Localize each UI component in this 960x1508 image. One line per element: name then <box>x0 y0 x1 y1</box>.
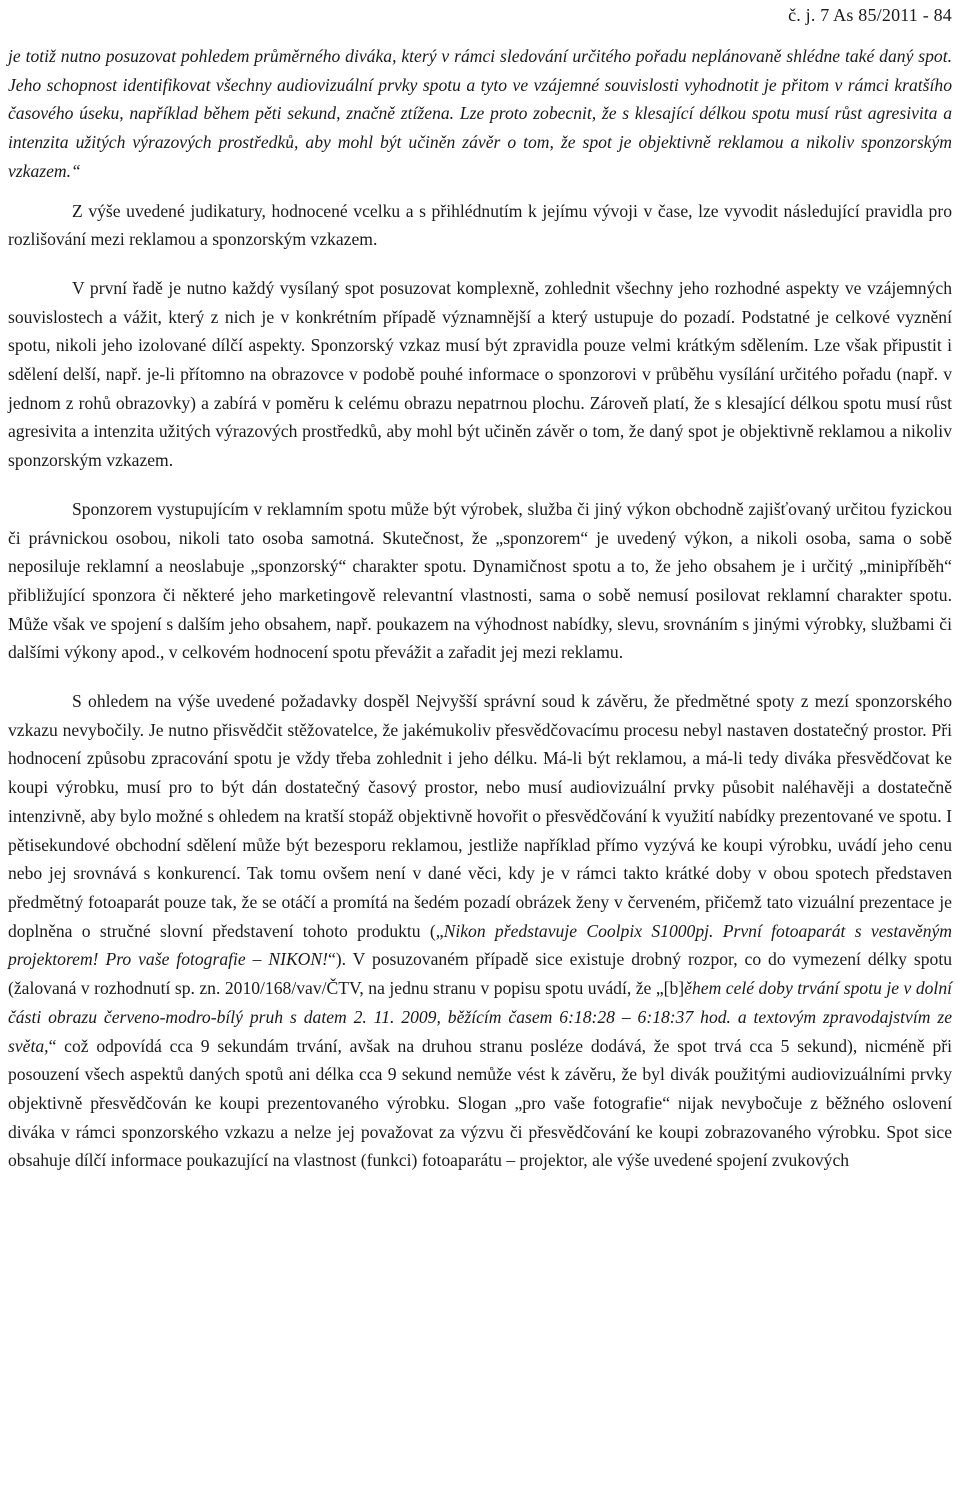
paragraph-complex-assessment: V první řadě je nutno každý vysílaný spot posuzovat komplexně, zohlednit všechny jeho rozhodné aspekty ve vzájemných souvislostech a vážit, který z nich je v konkrétním případě významnější a který ustupuje do pozadí. Podstatné je celkové vyznění spotu, nikoli jeho izolované dílčí aspekty. Sponzorský vzkaz musí být zpravidla pouze velmi krátkým sdělením. Lze však připustit i sdělení delší, např. je-li přítomno na obrazovce v podobě pouhé informace o sponzorovi v průběhu vysílání určitého pořadu (např. v jednom z rohů obrazovky) a zabírá v poměru k celému obrazu nepatrnou plochu. Zároveň platí, že s klesající délkou spotu musí růst agresivita a intenzita užitých výrazových prostředků, aby mohl být učiněn závěr o tom, že daný spot je objektivně reklamou a nikoliv sponzorským vzkazem. <box>8 277 952 471</box>
case-number-header: č. j. 7 As 85/2011 - 84 <box>788 5 952 25</box>
conclusion-text-e: “ což odpovídá cca 9 sekundám trvání, avšak na druhou stranu posléze dodává, že spot trvá cca 5 sekund), nicméně při posouzení všech aspektů daných spotů ani délka cca 9 sekund nemůže vést k závěru, že byl divák použitými audiovizuálními prvky objektivně přesvědčován ke koupi prezentovaného výrobku. Slogan „pro vaše fotografie“ nijak nevybočuje z běžného oslovení diváka v rámci sponzorského vzkazu a nelze jej považovat za výzvu či přesvědčování ke koupi zobrazovaného výrobku. Spot sice obsahuje dílčí informace poukazující na vlastnost (funkci) fotoaparátu – projektor, ale výše uvedené spojení zvukových <box>8 1035 952 1171</box>
spot-slogan-quote: Nikon představuje Coolpix S1000pj. První fotoaparát s vestavěným projektorem! Pro vaše fotografie – NIKON! <box>8 920 953 970</box>
spot-description-quote: ěhem celé doby trvání spotu je v dolní části obrazu červeno-modro-bílý pruh s datem 2. 11. 2009, běžícím časem 6:18:28 – 6:18:37 hod. a textovým zpravodajstvím ze světa, <box>8 978 953 1056</box>
quote-part-2: Lze proto zobecnit, že s klesající délkou spotu musí růst agresivita a intenzita užitých výrazových prostředků, aby mohl být učiněn závěr o tom, že spot je objektivně reklamou a nikoliv sponzorským vzkazem. <box>8 103 952 181</box>
paragraph-court-conclusion <box>8 687 952 1175</box>
conclusion-text-c: “). V posuzovaném případě sice existuje drobný rozpor, co do vymezení délky spotu (žalovaná v rozhodnutí sp. zn. 2010/168/vav/ČTV, na jednu stranu v popisu spotu uvádí, že „[b] <box>8 949 953 999</box>
quote-part-1: je totiž nutno posuzovat pohledem průměrného diváka, který v rámci sledování určitého pořadu neplánovaně shlédne také daný spot. Jeho schopnost identifikovat všechny audiovizuální prvky spotu a tyto ve vzájemné souvislosti vyhodnotit je přitom v rámci kratšího časového úseku, například během pěti sekund, značně ztížena. <box>8 46 952 124</box>
quoted-judgment-text <box>8 42 952 186</box>
paragraph-rules-intro: Z výše uvedené judikatury, hodnocené vcelku a s přihlédnutím k jejímu vývoji v čase, lze vyvodit následující pravidla pro rozlišování mezi reklamou a sponzorským vzkazem. <box>8 200 952 250</box>
quote-closing-mark: “ <box>71 160 81 181</box>
paragraph-sponsor-definition: Sponzorem vystupujícím v reklamním spotu může být výrobek, služba či jiný výkon obchodně zajišťovaný určitou fyzickou či právnickou osobou, nikoli tato osoba samotná. Skutečnost, že „sponzorem“ je uvedený výkon, a nikoli osoba, sama o sobě neposiluje reklamní a neoslabuje „sponzorský“ charakter spotu. Dynamičnost spotu a to, že jeho obsahem je i určitý „minipříběh“ přibližující sponzora či některé jeho marketingově relevantní vlastnosti, sama o sobě nemusí posilovat reklamní charakter spotu. Může však ve spojení s dalším jeho obsahem, např. poukazem na výhodnost nabídky, slevu, srovnáním s jinými výrobky, službami či dalšími výkony apod., v celkovém hodnocení spotu převážit a zařadit jej mezi reklamu. <box>8 498 952 663</box>
conclusion-text-a: S ohledem na výše uvedené požadavky dospěl Nejvyšší správní soud k závěru, že předmětné spoty z mezí sponzorského vzkazu nevybočily. Je nutno přisvědčit stěžovatelce, že jakémukoliv přesvědčovacímu procesu nebyl nastaven dostatečný prostor. Při hodnocení způsobu zpracování spotu je vždy třeba zohlednit i jeho délku. Má-li být reklamou, a má-li tedy diváka přesvědčovat ke koupi výrobku, musí pro to být dán dostatečný časový prostor, nebo musí audiovizuální prvky působit naléhavěji a dostatečně intenzivně, aby bylo možné s ohledem na kratší stopáž objektivně hovořit o přesvědčování k využití nabídky prezentované ve spotu. I pětisekundové obchodní sdělení může být bezesporu reklamou, jestliže například přímo vyzývá ke koupi výrobku, uvádí jeho cenu nebo jej srovnává s konkurencí. Tak tomu ovšem není v dané věci, kdy je v rámci takto krátké doby v obou spotech představen předmětný fotoaparát pouze tak, že se otáčí a promítá na šedém pozadí obrázek ženy v červeném, přičemž tato vizuální prezentace je doplněna o stručné slovní představení tohoto produktu („ <box>8 691 952 941</box>
